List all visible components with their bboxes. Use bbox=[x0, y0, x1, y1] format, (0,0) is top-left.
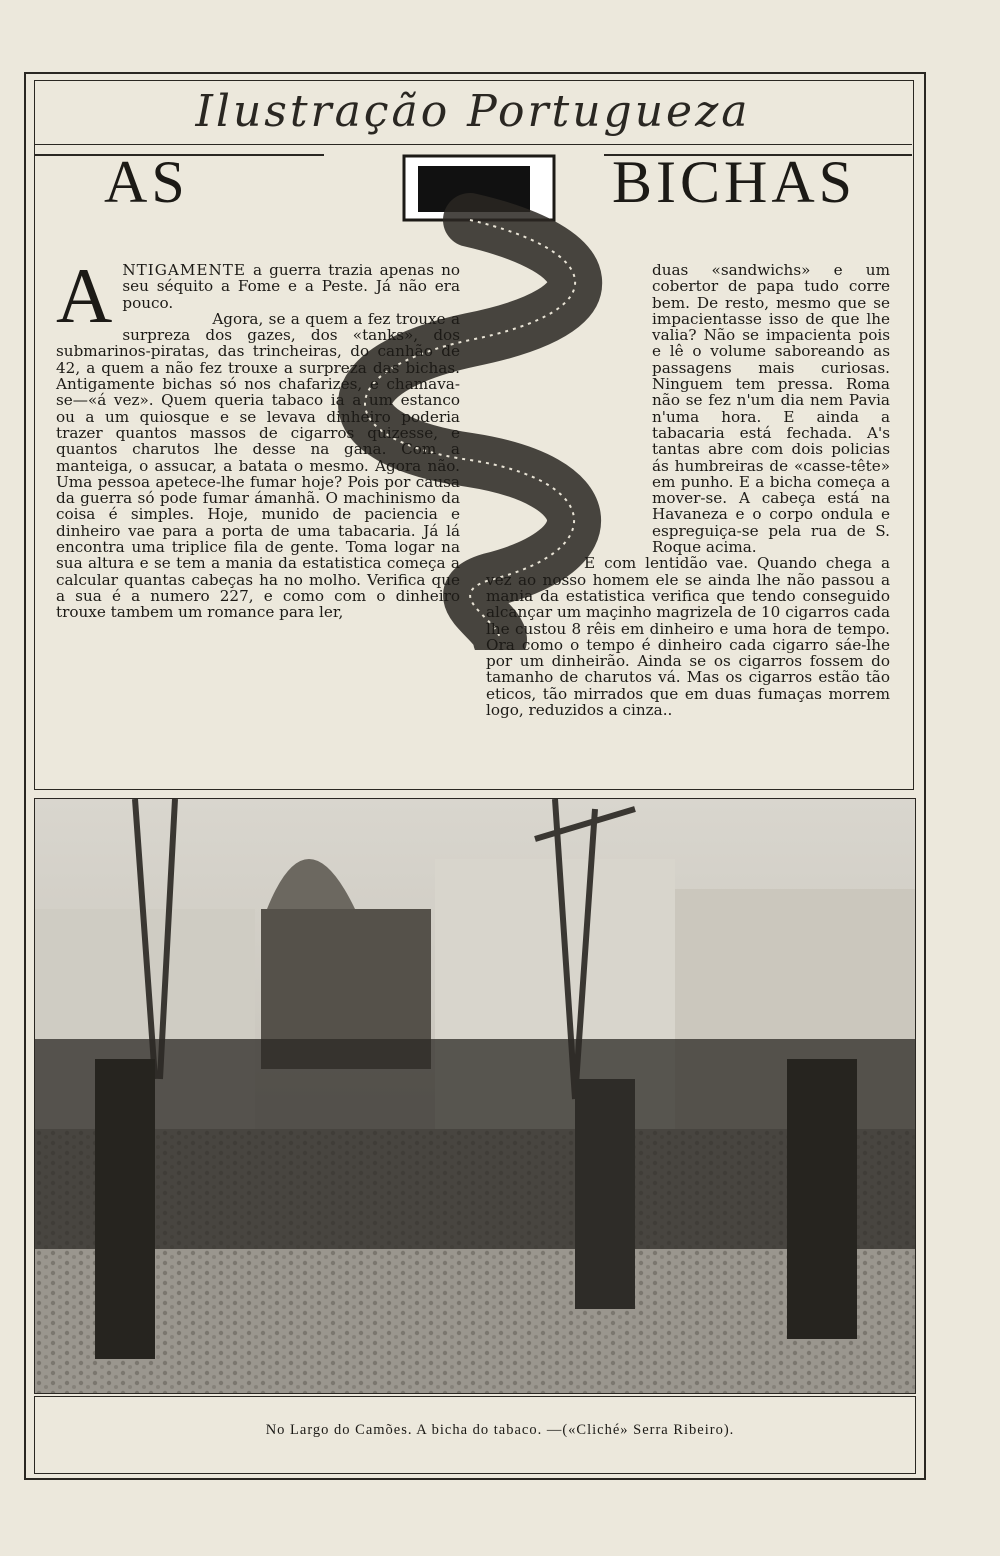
paragraph: duas «sandwichs» e um cobertor de papa tudo corre bem. De resto, mesmo que se impacientasse isso de que lhe valia? Não se impacienta pois e lê o volume saboreando as passagens mais curiosas. Ninguem tem pressa. Roma não se fez n'um dia nem Pavia n'uma hora. E ainda a tabacaria está fechada. A's tantas abre com dois policias ás humbreiras de «casse-tête» em punho. E a bicha começa a mover-se. A cabeça está na Havaneza e o corpo ondula e espreguiça-se pela rua de S. Roque acima. bbox=[652, 261, 890, 557]
paragraph: Agora, se a quem a fez trouxe a surpreza dos gazes, dos «tanks», dos submarinos-piratas, das trincheiras, do canhão de 42, a quem a não fez trouxe a surpreza das bichas. Antigamente bichas só nos chafarizes, e chamava-se—«á vez». Quem queria tabaco ia a um estanco ou a um quiosque e se levava dinheiro poderia trazer quantos massos de cigarros quizesse, e quantos charutos lhe desse na gana. Com a manteiga, o assucar, a batata o mesmo. Agora não. Uma pessoa apetece-lhe fumar hoje? Pois por causa da guerra só pode fumar ámanhã. O machinismo da coisa é simples. Hoje, munido de paciencia e dinheiro vae para a porta de uma tabacaria. Já lá encontra uma triplice fila de gente. Toma logar na sua altura e se tem a mania da estatistica começa a calcular quantas cabeças ha no molho. Verifica que a sua é a numero 227, e como com o dinheiro trouxe tambem um romance para ler, bbox=[56, 309, 460, 622]
article-column-left bbox=[56, 252, 460, 622]
drop-cap: A bbox=[56, 252, 113, 339]
photo-caption: No Largo do Camões. A bicha do tabaco. —(«Cliché» Serra Ribeiro). bbox=[265, 1422, 735, 1438]
paragraph: a guerra trazia apenas no seu séquito a Fome e a Peste. Já não era pouco. bbox=[122, 261, 460, 312]
masthead bbox=[34, 80, 912, 145]
heading-right: BICHAS bbox=[612, 149, 857, 215]
queue-photograph bbox=[34, 798, 916, 1394]
masthead-title: Ilustração Portugueza bbox=[195, 86, 751, 137]
lead-smallcaps: NTIGAMENTE bbox=[122, 261, 247, 279]
article-column-right bbox=[486, 262, 890, 718]
paragraph: E com lentidão vae. Quando chega a vez ao nosso homem ele se ainda lhe não passou a mania da estatistica verifica que tendo conseguido alcançar um maçinho magrizela de 10 cigarros cada lhe custou 8 rêis em dinheiro e uma hora de tempo. Ora como o tempo é dinheiro cada cigarro sáe-lhe por um dinheirão. Ainda se os cigarros fossem do tamanho de charutos vá. Mas os cigarros estão tão eticos, tão mirrados que em duas fumaças morrem logo, reduzidos a cinza.. bbox=[486, 554, 890, 720]
heading-left: AS bbox=[104, 149, 189, 215]
